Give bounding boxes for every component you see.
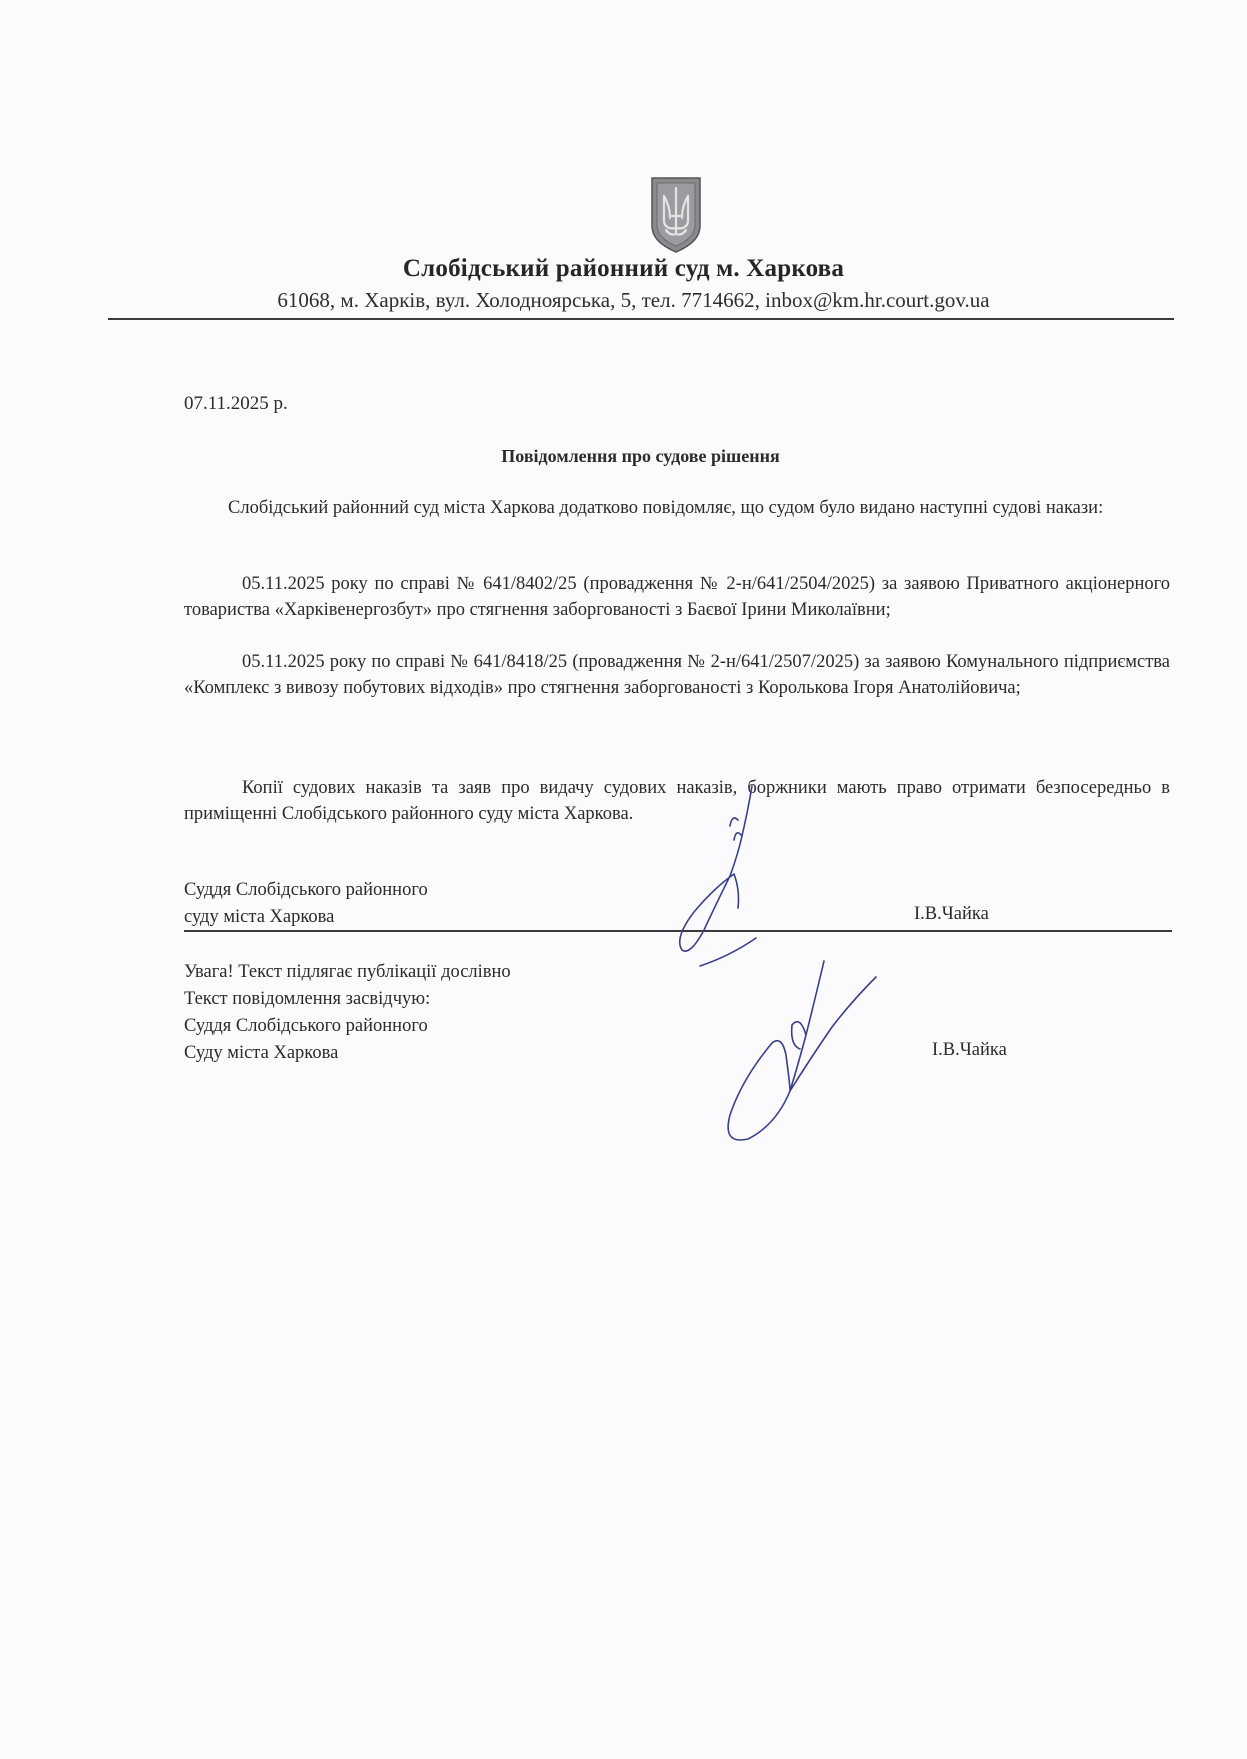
court-address: 61068, м. Харків, вул. Холодноярська, 5, тел. 7714662, inbox@km.hr.court.gov.ua — [277, 288, 990, 312]
order-paragraph-2: 05.11.2025 року по справі № 641/8418/25 (провадження № 2-н/641/2507/2025) за заявою Комунального підприємства «Комплекс з вивозу побутових відходів» про стягнення заборгованості з Королькова Ігоря Анатолійовича; — [184, 652, 1170, 698]
notice-title: Повідомлення про судове рішення — [501, 446, 780, 466]
intro-paragraph: Слобідський районний суд міста Харкова додатково повідомляє, що судом було видано наступні судові накази: — [228, 498, 1104, 518]
judge-name: І.В.Чайка — [914, 904, 989, 924]
document-date: 07.11.2025 р. — [184, 393, 288, 414]
attestation-line-4: Суду міста Харкова — [184, 1043, 339, 1063]
handwritten-signature-2 — [720, 955, 880, 1145]
signature-divider — [184, 930, 1172, 932]
judge-title — [184, 877, 428, 931]
copies-paragraph: Копії судових наказів та заяв про видачу судових наказів, боржники мають право отримати безпосередньо в приміщенні Слобідського районного суду міста Харкова. — [184, 778, 1170, 824]
coat-of-arms-icon — [648, 176, 704, 254]
header-divider — [108, 318, 1174, 320]
attesting-judge-name: І.В.Чайка — [932, 1040, 1007, 1060]
attestation-line-2: Текст повідомлення засвідчую: — [184, 989, 431, 1009]
attestation-line-1: Увага! Текст підлягає публікації дослівно — [184, 962, 511, 982]
court-name: Слобідський районний суд м. Харкова — [402, 255, 845, 282]
order-paragraph-1: 05.11.2025 року по справі № 641/8402/25 (провадження № 2-н/641/2504/2025) за заявою Приватного акціонерного товариства «Харківенергозбут» про стягнення заборгованості з Баєвої Ірини Миколаївни; — [184, 574, 1170, 620]
judge-title-line-2: суду міста Харкова — [184, 907, 335, 927]
judge-title-line-1: Суддя Слобідського районного — [184, 880, 428, 900]
attestation-line-3: Суддя Слобідського районного — [184, 1016, 428, 1036]
attestation-block — [184, 959, 511, 1067]
